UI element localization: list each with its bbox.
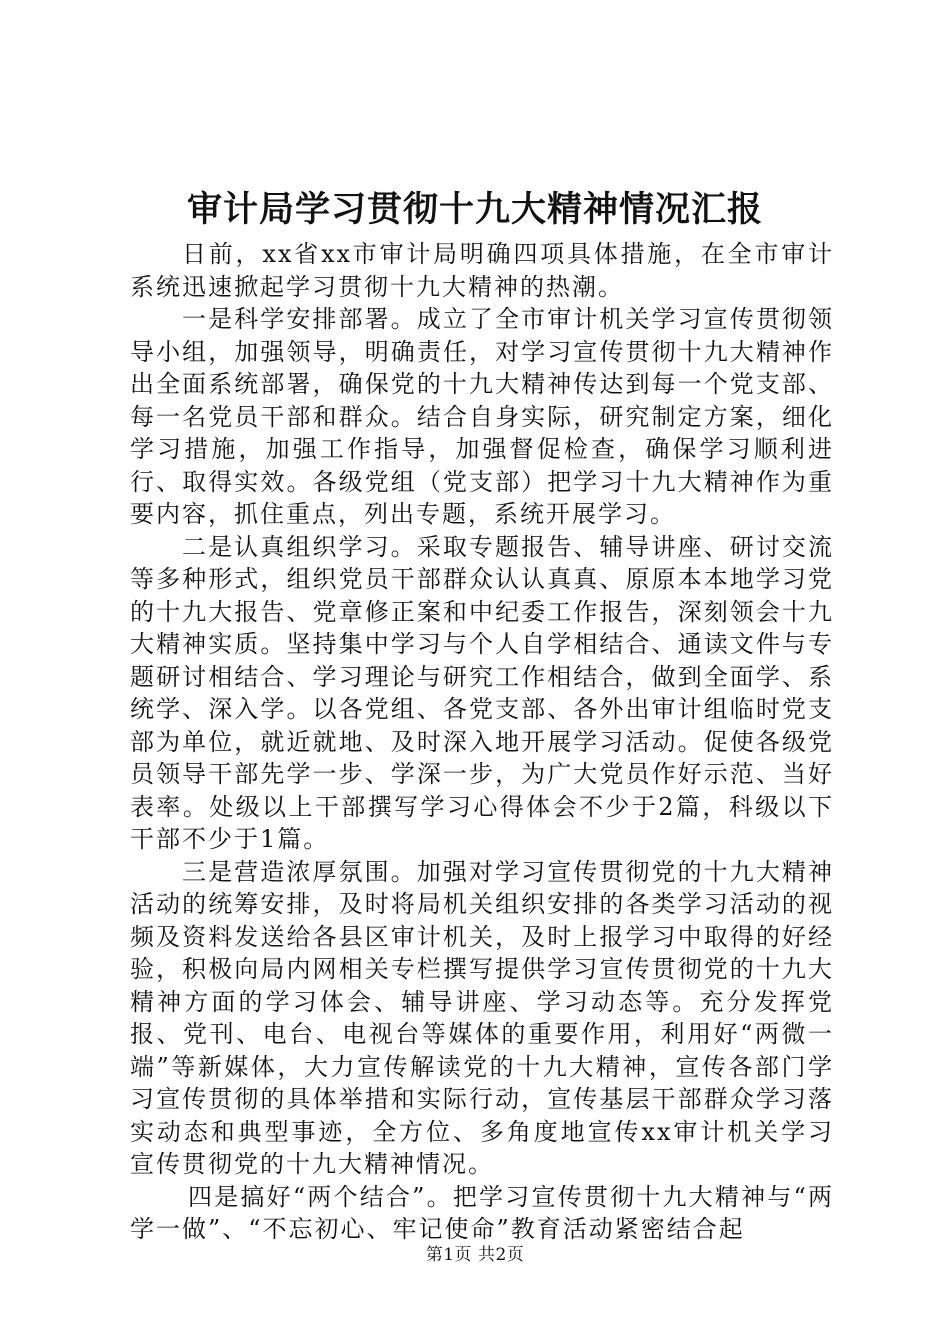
paragraph-point-3: 三是营造浓厚氛围。加强对学习宣传贯彻党的十九大精神活动的统筹安排，及时将局机关组织安排的各类学习活动的视频及资料发送给各县区审计机关，及时上报学习中取得的好经验，积极向局内网相关专栏撰写提供学习宣传贯彻党的十九大精神方面的学习体会、辅导讲座、学习动态等。充分发挥党报、党刊、电台、电视台等媒体的重要作用，利用好“两微一端”等新媒体，大力宣传解读党的十九大精神，宣传各部门学习宣传贯彻的具体举措和实际行动，宣传基层干部群众学习落实动态和典型事迹，全方位、多角度地宣传xx审计机关学习宣传贯彻党的十九大精神情况。: [130, 857, 834, 1178]
page-footer: 第1页 共2页: [425, 1245, 525, 1265]
paragraph-point-4: 四是搞好“两个结合”。把学习宣传贯彻十九大精神与“两学一做”、“不忘初心、牢记使命”教育活动紧密结合起: [130, 1182, 834, 1243]
paragraph-point-1: 一是科学安排部署。成立了全市审计机关学习宣传贯彻领导小组，加强领导，明确责任，对学习宣传贯彻十九大精神作出全面系统部署，确保党的十九大精神传达到每一个党支部、每一名党员干部和群众。结合自身实际，研究制定方案，细化学习措施，加强工作指导，加强督促检查，确保学习顺利进行、取得实效。各级党组（党支部）把学习十九大精神作为重要内容，抓住重点，列出专题，系统开展学习。: [130, 305, 834, 528]
page-title: 审计局学习贯彻十九大精神情况汇报: [186, 189, 763, 230]
paragraph-point-2: 二是认真组织学习。采取专题报告、辅导讲座、研讨交流等多种形式，组织党员干部群众认认真真、原原本本地学习党的十九大报告、党章修正案和中纪委工作报告，深刻领会十九大精神实质。坚持集中学习与个人自学相结合、通读文件与专题研讨相结合、学习理论与研究工作相结合，做到全面学、系统学、深入学。以各党组、各党支部、各外出审计组临时党支部为单位，就近就地、及时深入地开展学习活动。促使各级党员领导干部先学一步、学深一步，为广大党员作好示范、当好表率。处级以上干部撰写学习心得体会不少于2篇，科级以下干部不少于1篇。: [130, 532, 834, 853]
document-body: [130, 238, 834, 1246]
paragraph-intro: 日前，xx省xx市审计局明确四项具体措施，在全市审计系统迅速掀起学习贯彻十九大精神的热潮。: [130, 240, 834, 301]
